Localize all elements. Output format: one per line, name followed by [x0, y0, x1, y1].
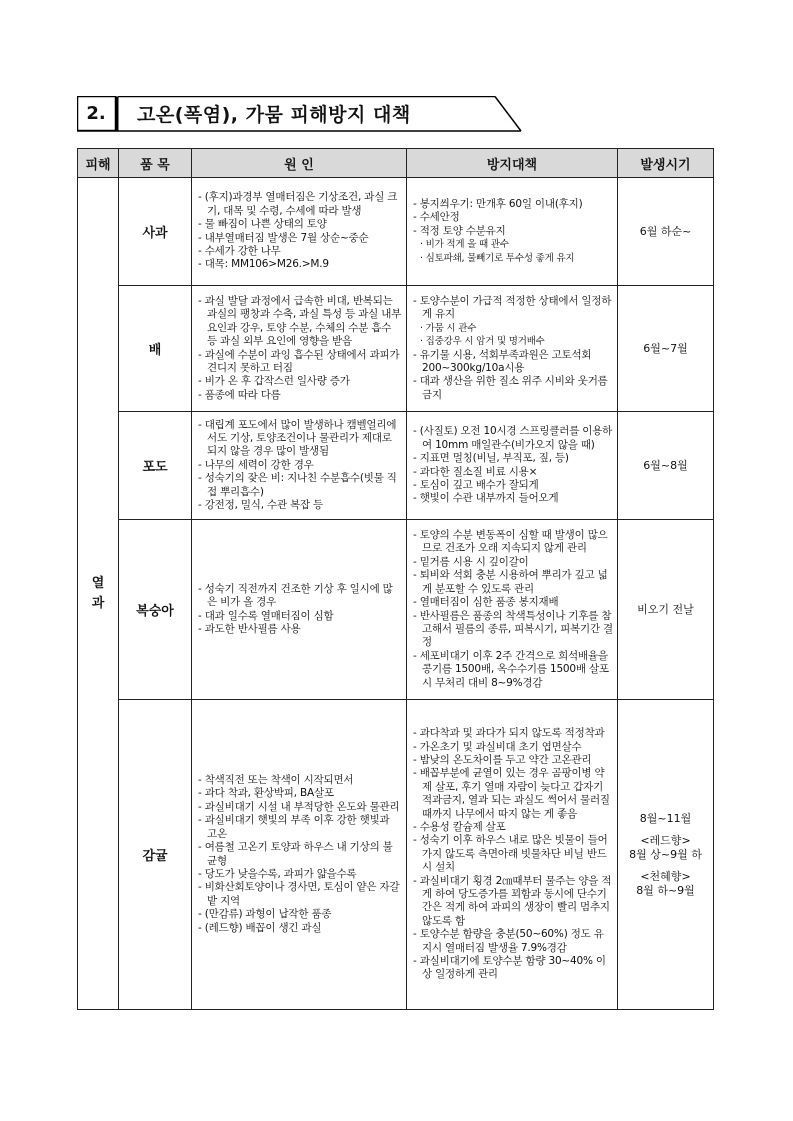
list-item: - 세포비대기 이후 2주 간격으로 희석배율을 콩기름 1500배, 옥수수기름 1500배 살포시 무처리 대비 8~9%경감: [413, 650, 613, 690]
sub-list-item: · 비가 적게 올 때 관수: [413, 238, 613, 251]
table-row: [78, 520, 714, 700]
period-line: <레드향>: [640, 833, 691, 847]
period-cell: [618, 700, 714, 1010]
table-row: [78, 412, 714, 520]
header-period: 발생시기: [618, 149, 714, 178]
period-cell: [618, 286, 714, 412]
list-item: - 유기물 시용, 석회부족과원은 고토석회 200~300kg/10a시용: [413, 349, 613, 376]
list-item: - 과도한 반사필름 사용: [198, 623, 402, 636]
list-item: - 지표면 멀칭(비닐, 부직포, 짚, 등): [413, 452, 613, 465]
list-item: - 강전정, 밀식, 수관 복잡 등: [198, 499, 402, 512]
list-item: - 과다 착과, 환상박피, BA살포: [198, 787, 402, 800]
list-item: - 과다한 질소질 비료 시용×: [413, 466, 613, 479]
list-item: - 나무의 세력이 강한 경우: [198, 459, 402, 472]
category-label: 열과: [91, 575, 105, 611]
list-item: - (후지)과경부 열매터짐은 기상조건, 과실 크기, 대목 및 수령, 수세에 따라 발생: [198, 191, 402, 218]
list-item: - 밤낮의 온도차이를 두고 약간 고온관리: [413, 754, 613, 767]
list-item: - 토심이 깊고 배수가 잘되게: [413, 479, 613, 492]
list-item: - 봉지씌우기: 만개후 60일 이내(후지): [413, 198, 613, 211]
sub-list-item: · 집중강우 시 암거 및 명거배수: [413, 335, 613, 348]
list-item: - 과실비대기에 토양수분 함량 30~40% 이상 일정하게 관리: [413, 955, 613, 982]
table-row: [78, 286, 714, 412]
list-item: - 대목: MM106>M26.>M.9: [198, 258, 402, 271]
list-item: - 수세가 강한 나무: [198, 245, 402, 258]
list-item: - 대과 일수록 열매터짐이 심함: [198, 610, 402, 623]
list-item: - 토양의 수분 변동폭이 심할 때 발생이 많으므로 건조가 오래 지속되지 않게 관리: [413, 529, 613, 556]
prevention-cell: [407, 700, 618, 1010]
list-item: - 성숙기 직전까지 건조한 기상 후 일시에 많은 비가 올 경우: [198, 583, 402, 610]
crop-cell: 배: [119, 286, 192, 412]
category-cell: [78, 178, 119, 1010]
cause-cell: [192, 520, 407, 700]
list-item: - 비가 온 후 갑작스런 일사량 증가: [198, 375, 402, 388]
period-line: 8월 상~9월 하: [629, 847, 702, 861]
crop-cell: 감귤: [119, 700, 192, 1010]
list-item: - 과실 발달 과정에서 급속한 비대, 반복되는 과실의 팽창과 수축, 과실 특성 등 과실 내부 요인과 강우, 토양 수분, 수체의 수분 흡수 등 과실 외부 요인에 영향을 받음: [198, 295, 402, 349]
list-item: - 내부열매터짐 발생은 7월 상순~중순: [198, 232, 402, 245]
prevention-cell: [407, 286, 618, 412]
table-header-row: [78, 149, 714, 178]
list-item: - 반사필름은 품종의 착색특성이나 기후를 참고해서 필름의 종류, 피복시기, 피복기간 결정: [413, 610, 613, 650]
list-item: - 퇴비와 석회 충분 시용하여 뿌리가 깊고 넓게 분포할 수 있도록 관리: [413, 569, 613, 596]
list-item: - 적정 토양 수분유지: [413, 225, 613, 238]
list-item: - 착색직전 또는 착색이 시작되면서: [198, 774, 402, 787]
list-item: - 과다착과 및 과다가 되지 않도록 적정착과: [413, 727, 613, 740]
period-cell: [618, 412, 714, 520]
period-cell: [618, 178, 714, 286]
table-row: [78, 700, 714, 1010]
crop-cell: 복숭아: [119, 520, 192, 700]
section-number: 2.: [86, 102, 106, 124]
period-line: 8월 하~9월: [636, 883, 695, 897]
section-title: [77, 96, 522, 134]
cause-cell: [192, 286, 407, 412]
period-line: <천혜향>: [640, 869, 691, 883]
list-item: - 당도가 낮을수록, 과피가 얇을수록: [198, 868, 402, 881]
prevention-cell: [407, 178, 618, 286]
list-item: - 대과 생산을 위한 질소 위주 시비와 웃거름 금지: [413, 375, 613, 402]
list-item: - 가온초기 및 과실비대 초기 엽면살수: [413, 741, 613, 754]
list-item: - 성숙기 이후 하우스 내로 많은 빗물이 들어가지 않도록 측면아래 빗물차단 비닐 반드시 설치: [413, 834, 613, 874]
list-item: - 배꼽부분에 균열이 있는 경우 곰팡이병 약제 살포, 후기 열매 자람이 늦다고 갑자기 적과금지, 열과 되는 과실도 썩어서 물러질 때까지 나무에서 따지 않는 게 좋음: [413, 767, 613, 821]
period-cell: [618, 520, 714, 700]
list-item: - 과실비대기 시설 내 부적당한 온도와 물관리: [198, 801, 402, 814]
header-prevention: 방지대책: [407, 149, 618, 178]
prevention-table: [77, 148, 714, 1010]
list-item: - 품종에 따라 다름: [198, 389, 402, 402]
table-row: [78, 178, 714, 286]
crop-cell: 포도: [119, 412, 192, 520]
period-line: 비오기 전날: [637, 602, 694, 616]
period-line: [618, 826, 713, 834]
list-item: - 밑거름 시용 시 깊이갈이: [413, 556, 613, 569]
crop-cell: 사과: [119, 178, 192, 286]
sub-list-item: · 가뭄 시 관수: [413, 322, 613, 335]
list-item: - 과실비대기 햇빛의 부족 이후 강한 햇빛과 고온: [198, 814, 402, 841]
header-crop: 품 목: [119, 149, 192, 178]
cause-cell: [192, 178, 407, 286]
period-line: 6월~7월: [643, 341, 688, 355]
header-damage: 피해: [78, 149, 119, 178]
list-item: - 수세안정: [413, 211, 613, 224]
cause-cell: [192, 412, 407, 520]
list-item: - 수용성 칼슘제 살포: [413, 821, 613, 834]
period-line: 6월 하순~: [639, 224, 692, 238]
list-item: - (만감류) 과형이 납작한 품종: [198, 908, 402, 921]
list-item: - 햇빛이 수관 내부까지 들어오게: [413, 492, 613, 505]
sub-list-item: · 심토파쇄, 물빼기로 투수성 좋게 유지: [413, 252, 613, 265]
list-item: - 열매터짐이 심한 품종 봉지재배: [413, 596, 613, 609]
list-item: - (사질토) 오전 10시경 스프링클러를 이용하여 10mm 매일관수(비가오지 않을 때): [413, 425, 613, 452]
list-item: - 대립계 포도에서 많이 발생하나 캠벨얼리에서도 기상, 토양조건이나 물관리가 제대로 되지 않을 경우 많이 발생됨: [198, 419, 402, 459]
header-cause: 원 인: [192, 149, 407, 178]
list-item: - 토양수분이 가급적 적정한 상태에서 일정하게 유지: [413, 295, 613, 322]
list-item: - 과실에 수분이 과잉 흡수된 상태에서 과피가 견디지 못하고 터짐: [198, 349, 402, 376]
list-item: - 토양수분 함량을 충분(50~60%) 정도 유지시 열매터짐 발생율 7.9%경감: [413, 928, 613, 955]
prevention-cell: [407, 412, 618, 520]
list-item: - 성숙기의 잦은 비: 지나친 수분흡수(빗물 직접 뿌리흡수): [198, 472, 402, 499]
period-line: [618, 862, 713, 870]
list-item: - 물 빠짐이 나쁜 상태의 토양: [198, 218, 402, 231]
cause-cell: [192, 700, 407, 1010]
list-item: - (레드향) 배꼽이 생긴 과실: [198, 922, 402, 935]
list-item: - 비화산회토양이나 경사면, 토심이 얕은 자갈밭 지역: [198, 881, 402, 908]
period-line: 6월~8월: [643, 458, 688, 472]
period-line: 8월~11월: [639, 811, 692, 825]
section-title-text: 고온(폭염), 가뭄 피해방지 대책: [137, 103, 411, 126]
prevention-cell: [407, 520, 618, 700]
list-item: - 여름철 고온기 토양과 하우스 내 기상의 불균형: [198, 841, 402, 868]
list-item: - 과실비대기 횡경 2㎝때부터 물주는 양을 적게 하여 당도증가를 꾀함과 동시에 단수기간은 적게 하여 과피의 생장이 빨리 멈추지 않도록 함: [413, 875, 613, 929]
